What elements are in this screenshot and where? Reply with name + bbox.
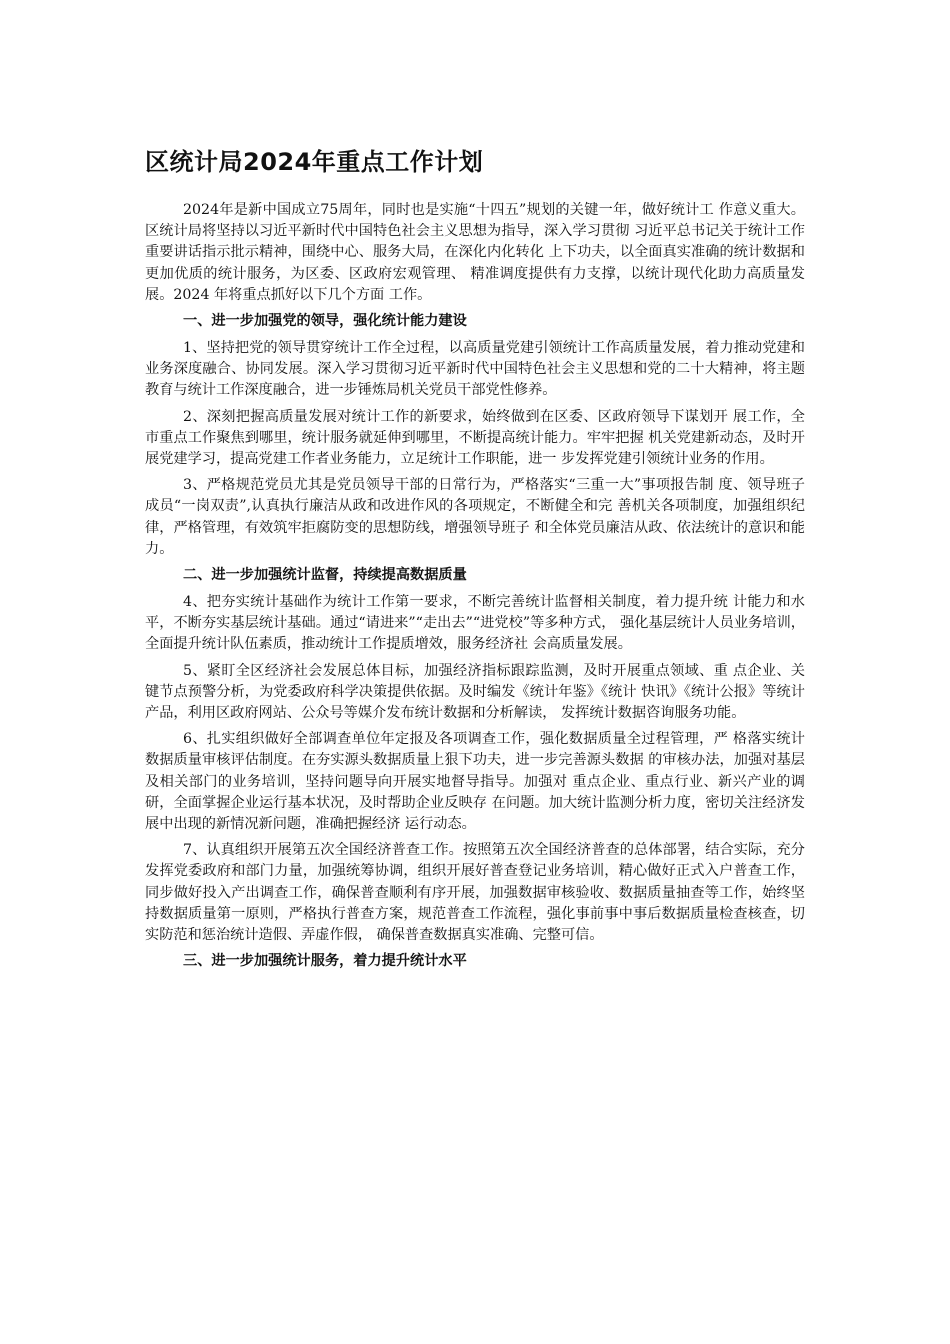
section-3-heading: 三、进一步加强统计服务，着力提升统计水平	[183, 953, 467, 970]
paragraph-6: 6、扎实组织做好全部调查单位年定报及各项调查工作，强化数据质量全过程管理，严 格落实统计数据质量审核评估制度。在夯实源头数据质量上狠下功夫，进一步完善源头数据 的审核办法，加强对基层及相关部门的业务培训，坚持问题导向开展实地督导指导。加强对 重点企业、重点行业、新兴产业的调研，全面掌握企业运行基本状况，及时帮助企业反映存 在问题。加大统计监测分析力度，密切关注经济发展中出现的新情况新问题，准确把握经济 运行动态。	[145, 731, 805, 833]
paragraph-5: 5、紧盯全区经济社会发展总体目标，加强经济指标跟踪监测，及时开展重点领域、重 点企业、关键节点预警分析，为党委政府科学决策提供依据。及时编发《统计年鉴》《统计 快讯》《统计公报》等统计产品，利用区政府网站、公众号等媒介发布统计数据和分析解读， 发挥统计数据咨询服务功能。	[145, 662, 805, 722]
paragraph-3: 3、严格规范党员尤其是党员领导干部的日常行为，严格落实“三重一大”事项报告制 度、领导班子成员“一岗双责”,认真执行廉洁从政和改进作风的各项规定，不断健全和完 善机关各项制度，加强组织纪律，严格管理，有效筑牢拒腐防变的思想防线，增强领导班子 和全体党员廉洁从政、依法统计的意识和能力。	[145, 477, 805, 557]
document-page	[145, 146, 805, 978]
intro-paragraph: 2024年是新中国成立75周年，同时也是实施“十四五”规划的关键一年，做好统计工 作意义重大。区统计局将坚持以习近平新时代中国特色社会主义思想为指导，深入学习贯彻 习近平总书记关于统计工作重要讲话指示批示精神，围绕中心、服务大局，在深化内化转化 上下功夫，以全面真实准确的统计数据和更加优质的统计服务，为区委、区政府宏观管理、 精准调度提供有力支撑，以统计现代化助力高质量发展。2024 年将重点抓好以下几个方面 工作。	[145, 202, 805, 303]
paragraph-2: 2、深刻把握高质量发展对统计工作的新要求，始终做到在区委、区政府领导下谋划开 展工作，全市重点工作聚焦到哪里，统计服务就延伸到哪里，不断提高统计能力。牢牢把握 机关党建新动态，及时开展党建学习，提高党建工作者业务能力，立足统计工作职能，进一 步发挥党建引领统计业务的作用。	[145, 408, 805, 468]
paragraph-1: 1、坚持把党的领导贯穿统计工作全过程，以高质量党建引领统计工作高质量发展，着力推动党建和业务深度融合、协同发展。深入学习贯彻习近平新时代中国特色社会主义思想和党的二十大精神，将主题教育与统计工作深度融合，进一步锤炼局机关党员干部党性修养。	[145, 340, 805, 399]
paragraph-4: 4、把夯实统计基础作为统计工作第一要求，不断完善统计监督相关制度，着力提升统 计能力和水平，不断夯实基层统计基础。通过“请进来”“走出去”“进党校”等多种方式， 强化基层统计人员业务培训，全面提升统计队伍素质，推动统计工作提质增效，服务经济社 会高质量发展。	[145, 594, 805, 653]
section-2-heading: 二、进一步加强统计监督，持续提高数据质量	[183, 567, 467, 584]
document-title: 区统计局2024年重点工作计划	[145, 148, 484, 176]
paragraph-7: 7、认真组织开展第五次全国经济普查工作。按照第五次全国经济普查的总体部署，结合实际，充分发挥党委政府和部门力量，加强统筹协调，组织开展好普查登记业务培训，精心做好正式入户普查工作，同步做好投入产出调查工作，确保普查顺利有序开展，加强数据审核验收、数据质量抽查等工作，始终坚持数据质量第一原则，严格执行普查方案，规范普查工作流程，强化事前事中事后数据质量检查核查，切实防范和惩治统计造假、弄虚作假， 确保普查数据真实准确、完整可信。	[145, 842, 805, 944]
section-1-heading: 一、进一步加强党的领导，强化统计能力建设	[183, 313, 467, 330]
